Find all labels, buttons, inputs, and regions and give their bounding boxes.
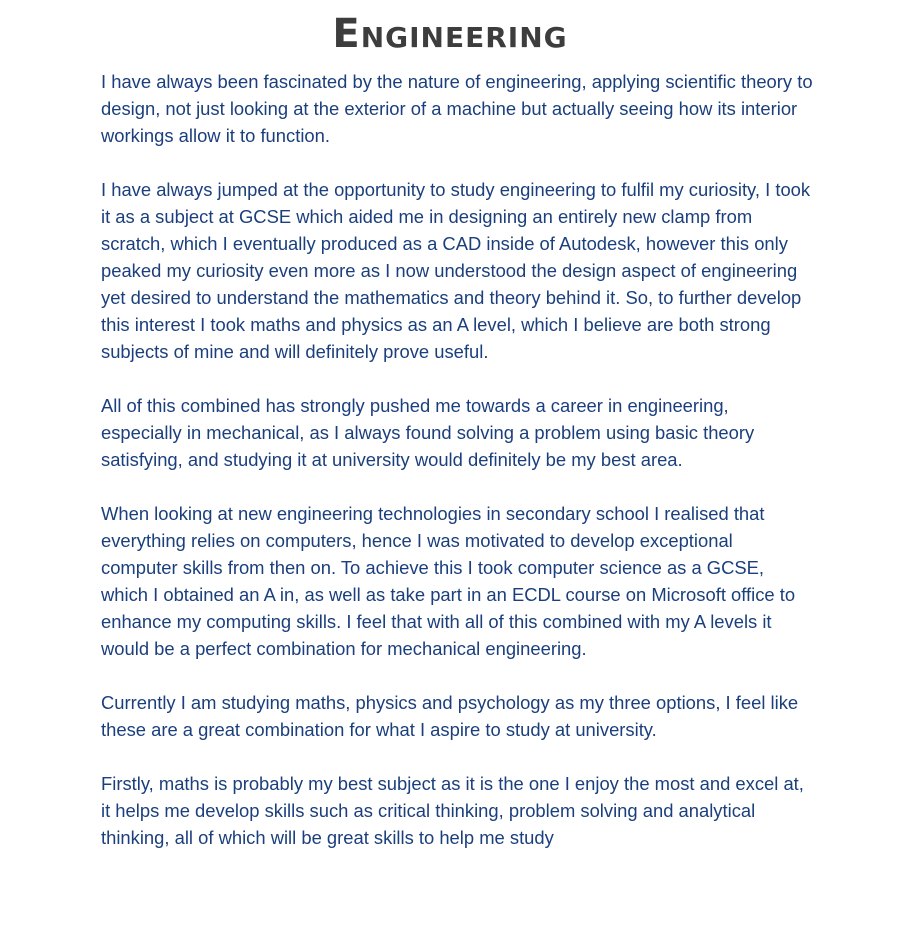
paragraph-computer-skills: When looking at new engineering technologies in secondary school I realised that everything relies on computers, hence I was motivated to develop exceptional computer skills from then on. To achieve this I took computer science as a GCSE, which I obtained an A in, as well as take part in an ECDL course on Microsoft office to enhance my computing skills. I feel that with all of this combined with my A levels it would be a perfect combination for mechanical engineering. bbox=[101, 503, 796, 659]
paragraph-study-engineering: I have always jumped at the opportunity to study engineering to fulfil my curiosity, I took it as a subject at GCSE which aided me in designing an entirely new clamp from scratch, which I eventually produced as a CAD inside of Autodesk, however this only peaked my curiosity even more as I now understood the design aspect of engineering yet desired to understand the mathematics and theory behind it. So, to further develop this interest I took maths and physics as an A level, which I believe are both strong subjects of mine and will definitely prove useful. bbox=[101, 179, 811, 362]
document-title: Engineering bbox=[332, 11, 568, 57]
document-body bbox=[101, 68, 813, 878]
paragraph-fascination: I have always been fascinated by the nature of engineering, applying scientific theory to design, not just looking at the exterior of a machine but actually seeing how its interior workings allow it to function. bbox=[101, 71, 813, 146]
paragraph-current-studies: Currently I am studying maths, physics and psychology as my three options, I feel like these are a great combination for what I aspire to study at university. bbox=[101, 692, 799, 740]
paragraph-career: All of this combined has strongly pushed me towards a career in engineering, especially in mechanical, as I always found solving a problem using basic theory satisfying, and studying it at university would definitely be my best area. bbox=[101, 395, 755, 470]
paragraph-maths: Firstly, maths is probably my best subject as it is the one I enjoy the most and excel at, it helps me develop skills such as critical thinking, problem solving and analytical thinking, all of which will be great skills to help me study bbox=[101, 773, 804, 848]
